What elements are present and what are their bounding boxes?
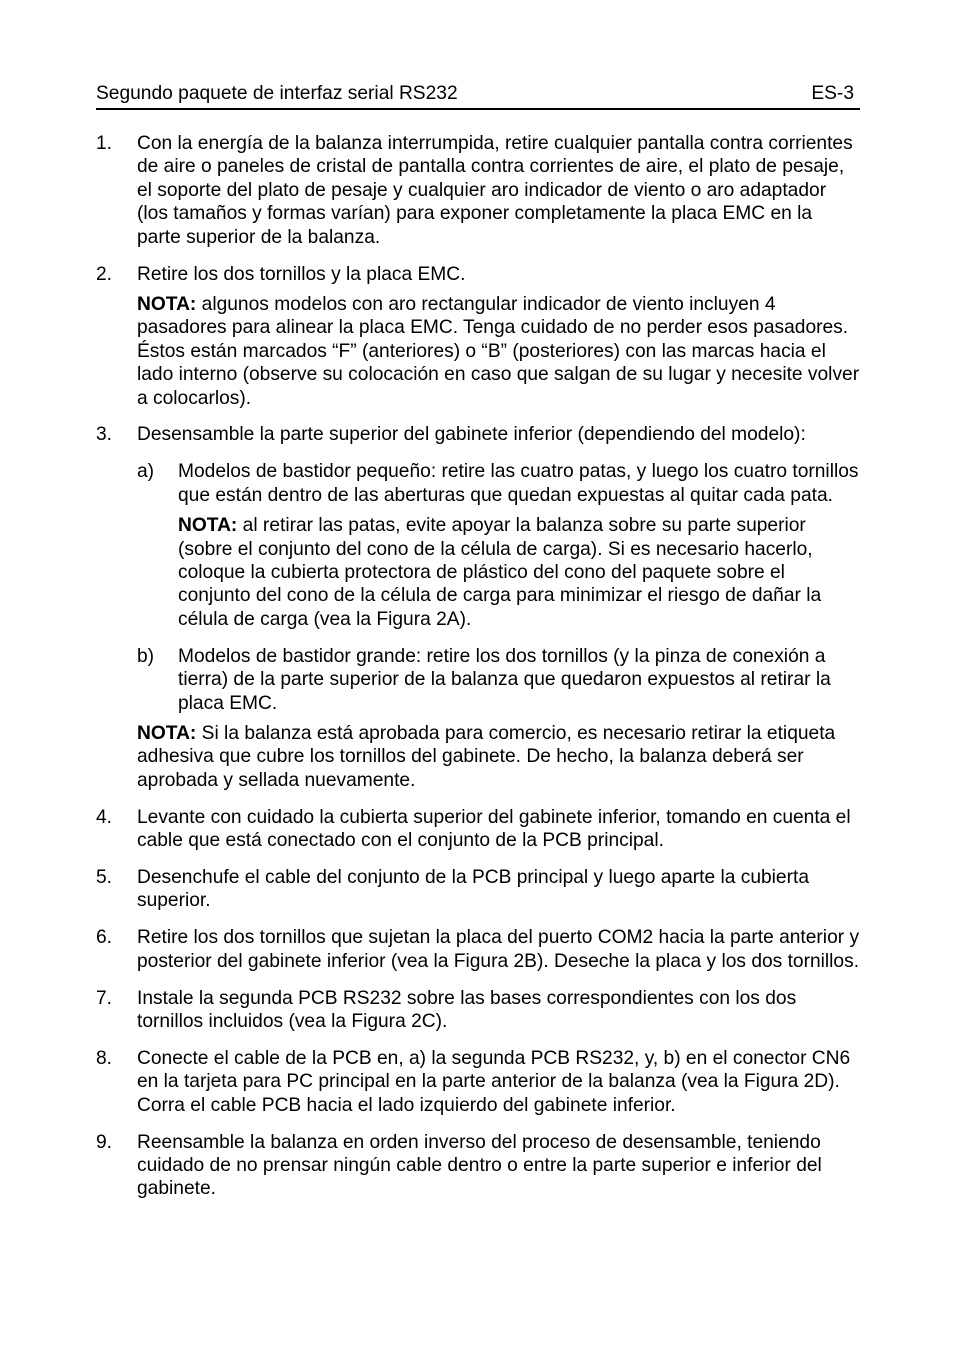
step-5 xyxy=(96,866,860,913)
step-text: Desensamble la parte superior del gabinete inferior (dependiendo del modelo): xyxy=(137,424,806,446)
step-text: Retire los dos tornillos y la placa EMC. xyxy=(137,263,466,285)
substep-letter: b) xyxy=(137,645,155,667)
step-2 xyxy=(96,263,860,410)
page-number: ES-3 xyxy=(811,83,854,104)
note xyxy=(137,293,860,410)
step-text: Retire los dos tornillos que sujetan la placa del puerto COM2 hacia la parte anterior y posterior del gabinete inferior (vea la Figura 2B). Deseche la placa y los dos tornillos. xyxy=(137,927,860,972)
step-text: Conecte el cable de la PCB en, a) la segunda PCB RS232, y, b) en el conector CN6 en la tarjeta para PC principal en la parte anterior de la balanza (vea la Figura 2D). Corra el cable PCB hacia el lado izquierdo del gabinete inferior. xyxy=(137,1047,851,1116)
header-title: Segundo paquete de interfaz serial RS232 xyxy=(96,83,458,104)
note-text: algunos modelos con aro rectangular indicador de viento incluyen 4 pasadores para alinear la placa EMC. Tenga cuidado de no perder esos pasadores. Éstos están marcados “F” (anteriores) o “B” (posteriores) con las marcas hacia el lado interno (observe su colocación en caso que salgan de su lugar y necesite volver a colocarlos). xyxy=(137,293,860,409)
step-text: Reensamble la balanza en orden inverso del proceso de desensamble, teniendo cuidado de no prensar ningún cable dentro o entre la parte superior e inferior del gabinete. xyxy=(137,1131,822,1200)
step-text: Desenchufe el cable del conjunto de la PCB principal y luego aparte la cubierta superior. xyxy=(137,866,809,912)
step-number: 1. xyxy=(96,133,113,154)
step-number: 9. xyxy=(96,1131,113,1153)
substep-text: Modelos de bastidor grande: retire los dos tornillos (y la pinza de conexión a tierra) de la parte superior de la balanza que quedaron expuestos al retirar la placa EMC. xyxy=(178,645,831,714)
step-1 xyxy=(96,132,860,249)
step-number: 8. xyxy=(96,1047,113,1069)
step-text: Levante con cuidado la cubierta superior del gabinete inferior, tomando en cuenta el cable que está conectado con el conjunto de la PCB principal. xyxy=(137,806,851,852)
note-text: Si la balanza está aprobada para comercio, es necesario retirar la etiqueta adhesiva que cubre los tornillos del gabinete. De hecho, la balanza deberá ser aprobada y sellada nuevamente. xyxy=(137,722,836,791)
note-label: NOTA: xyxy=(137,722,197,744)
step-number: 5. xyxy=(96,866,113,888)
note-label: NOTA: xyxy=(178,515,238,537)
instructions-list xyxy=(96,132,860,1214)
substep-text: Modelos de bastidor pequeño: retire las cuatro patas, y luego los cuatro tornillos que están dentro de las aberturas que quedan expuestas al quitar cada pata. xyxy=(178,461,859,506)
step-3 xyxy=(96,423,860,792)
step-number: 7. xyxy=(96,987,113,1009)
step-7 xyxy=(96,987,860,1034)
page-header xyxy=(96,82,860,110)
step-9 xyxy=(96,1131,860,1201)
step-6 xyxy=(96,926,860,973)
step-number: 6. xyxy=(96,927,113,949)
substep-letter: a) xyxy=(137,461,155,483)
note-label: NOTA: xyxy=(137,293,197,315)
step-number: 3. xyxy=(96,424,113,446)
note xyxy=(137,722,860,792)
substep-b xyxy=(137,645,860,715)
step-number: 2. xyxy=(96,263,113,285)
step-4 xyxy=(96,806,860,853)
step-number: 4. xyxy=(96,806,113,828)
note-text: al retirar las patas, evite apoyar la balanza sobre su parte superior (sobre el conjunto del cono de la célula de carga). Si es necesario hacerlo, coloque la cubierta protectora de plástico del cono del paquete sobre el conjunto del cono de la célula de carga para minimizar el riesgo de dañar la célula de carga (vea la Figura 2A). xyxy=(178,515,822,630)
step-8 xyxy=(96,1047,860,1117)
note xyxy=(178,514,860,631)
step-text: Con la energía de la balanza interrumpida, retire cualquier pantalla contra corrientes de aire o paneles de cristal de pantalla contra corrientes de aire, el plato de pesaje, el soporte del plato de pesaje y cualquier aro indicador de viento o aro adaptador (los tamaños y formas varían) para exponer completamente la placa EMC en la parte superior de la balanza. xyxy=(137,133,853,248)
substep-a xyxy=(137,460,860,631)
step-text: Instale la segunda PCB RS232 sobre las bases correspondientes con los dos tornillos incluidos (vea la Figura 2C). xyxy=(137,987,797,1032)
